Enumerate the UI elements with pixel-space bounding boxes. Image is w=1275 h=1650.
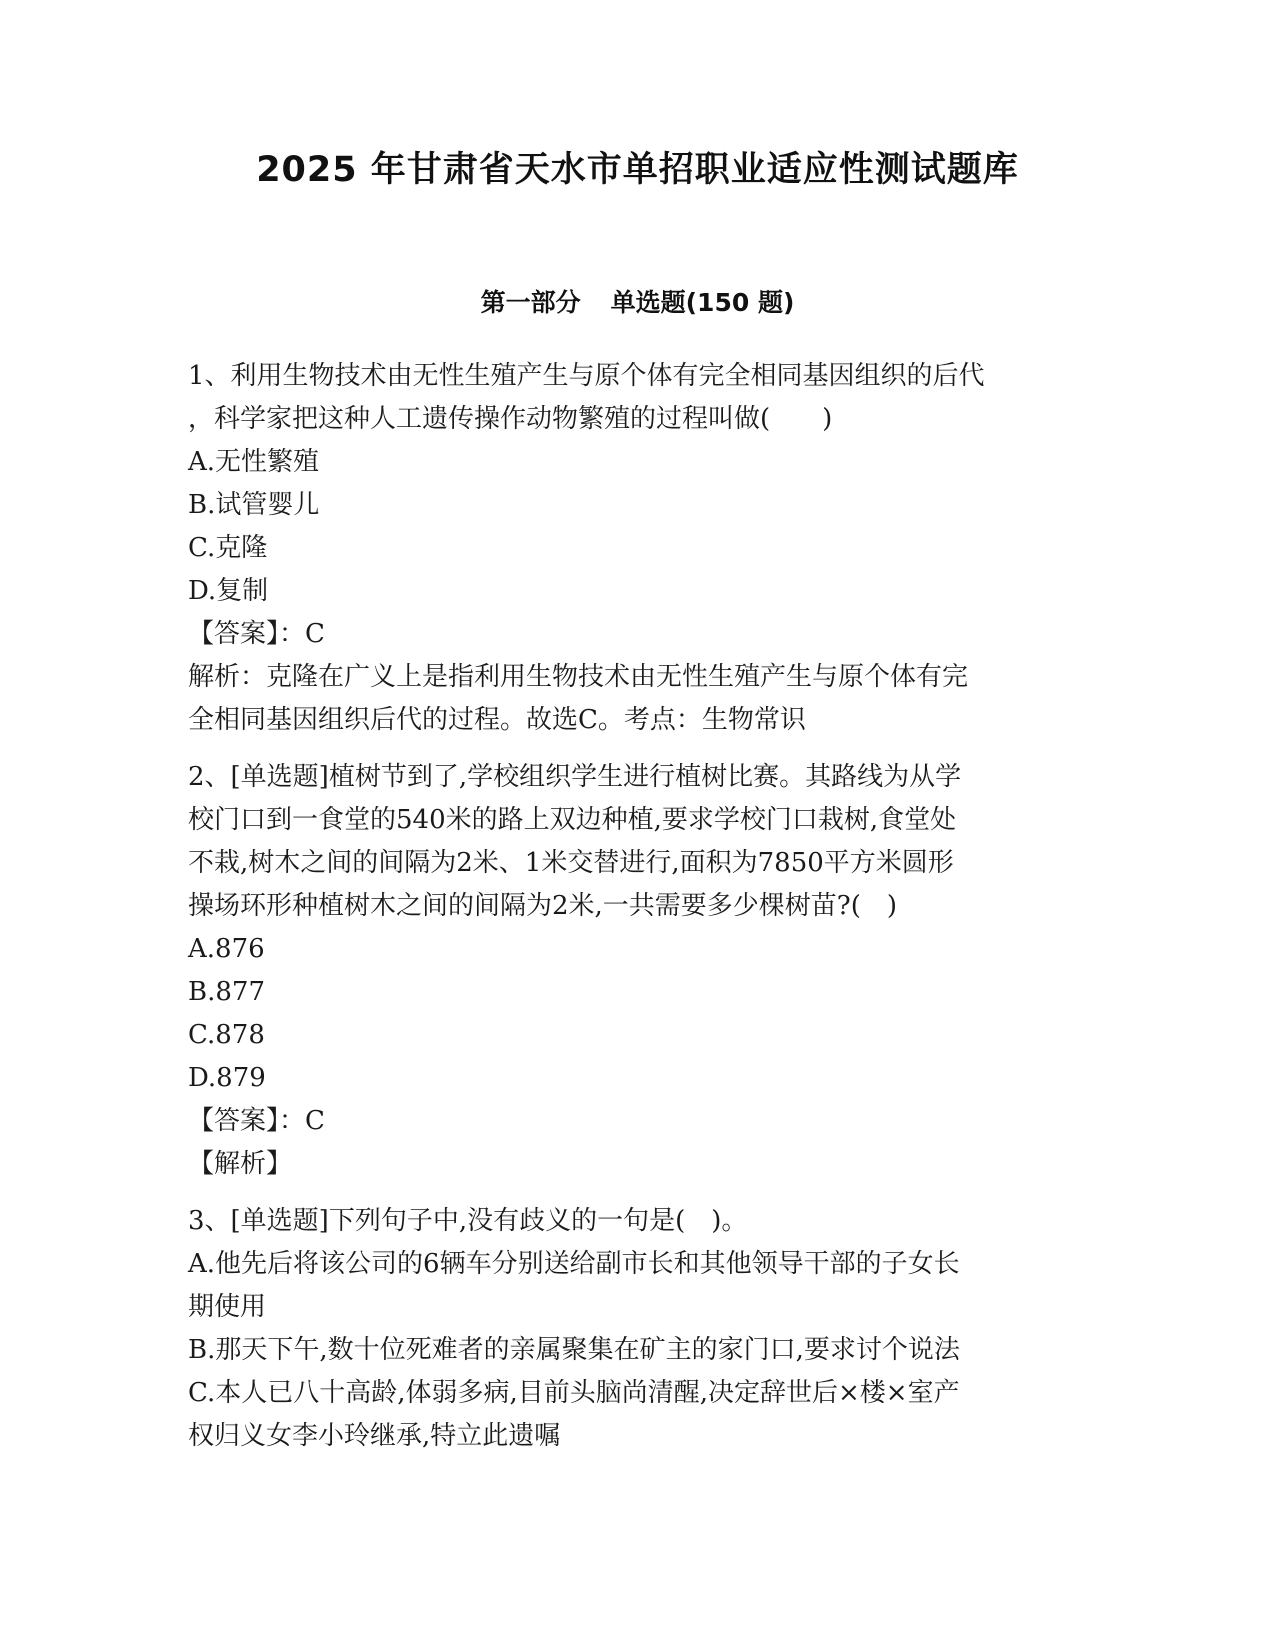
option-c: C.878 (188, 1020, 265, 1050)
option-line: C.本人已八十高龄,体弱多病,目前头脑尚清醒,决定辞世后×楼×室产 (188, 1378, 960, 1408)
document-title: 2025 年甘肃省天水市单招职业适应性测试题库 (256, 150, 1019, 190)
option-a: A.876 (188, 934, 265, 964)
answer: 【答案】：C (188, 619, 325, 649)
question-stem-line: ，科学家把这种人工遗传操作动物繁殖的过程叫做( ) (188, 404, 833, 434)
option-b: B.试管婴儿 (188, 490, 320, 520)
analysis-line: 全相同基因组织后代的过程。故选C。考点：生物常识 (188, 705, 806, 735)
analysis-line: 解析：克隆在广义上是指利用生物技术由无性生殖产生与原个体有完 (188, 662, 969, 692)
section-part: 第一部分 (480, 288, 581, 317)
option-d: D.复制 (188, 576, 269, 606)
question-1 (188, 355, 1078, 742)
option-line: B.那天下午,数十位死难者的亲属聚集在矿主的家门口,要求讨个说法 (188, 1335, 960, 1365)
option-b: B.877 (188, 977, 265, 1007)
question-2 (188, 756, 1078, 1186)
answer: 【答案】：C (188, 1106, 325, 1136)
analysis-line: 【解析】 (188, 1149, 293, 1179)
section-name: 单选题(150 题) (610, 288, 795, 317)
option-line: A.他先后将该公司的6辆车分别送给副市长和其他领导干部的子女长 (188, 1249, 960, 1279)
option-a: A.无性繁殖 (188, 447, 320, 477)
option-line: 权归义女李小玲继承,特立此遗嘱 (188, 1421, 561, 1451)
question-stem-line: 操场环形种植树木之间的间隔为2米,一共需要多少棵树苗?( ) (188, 891, 898, 921)
question-3 (188, 1200, 1078, 1458)
option-line: 期使用 (188, 1292, 267, 1322)
question-stem-line: 2、[单选题]植树节到了,学校组织学生进行植树比赛。其路线为从学 (188, 762, 962, 792)
option-c: C.克隆 (188, 533, 268, 563)
question-list (188, 355, 1078, 1458)
question-stem-line: 校门口到一食堂的540米的路上双边种植,要求学校门口栽树,食堂处 (188, 805, 957, 835)
question-stem-line: 1、利用生物技术由无性生殖产生与原个体有完全相同基因组织的后代 (188, 361, 985, 391)
section-heading (0, 287, 1275, 319)
question-stem-line: 3、[单选题]下列句子中,没有歧义的一句是( )。 (188, 1206, 748, 1236)
option-d: D.879 (188, 1063, 266, 1093)
question-stem-line: 不栽,树木之间的间隔为2米、1米交替进行,面积为7850平方米圆形 (188, 848, 954, 878)
